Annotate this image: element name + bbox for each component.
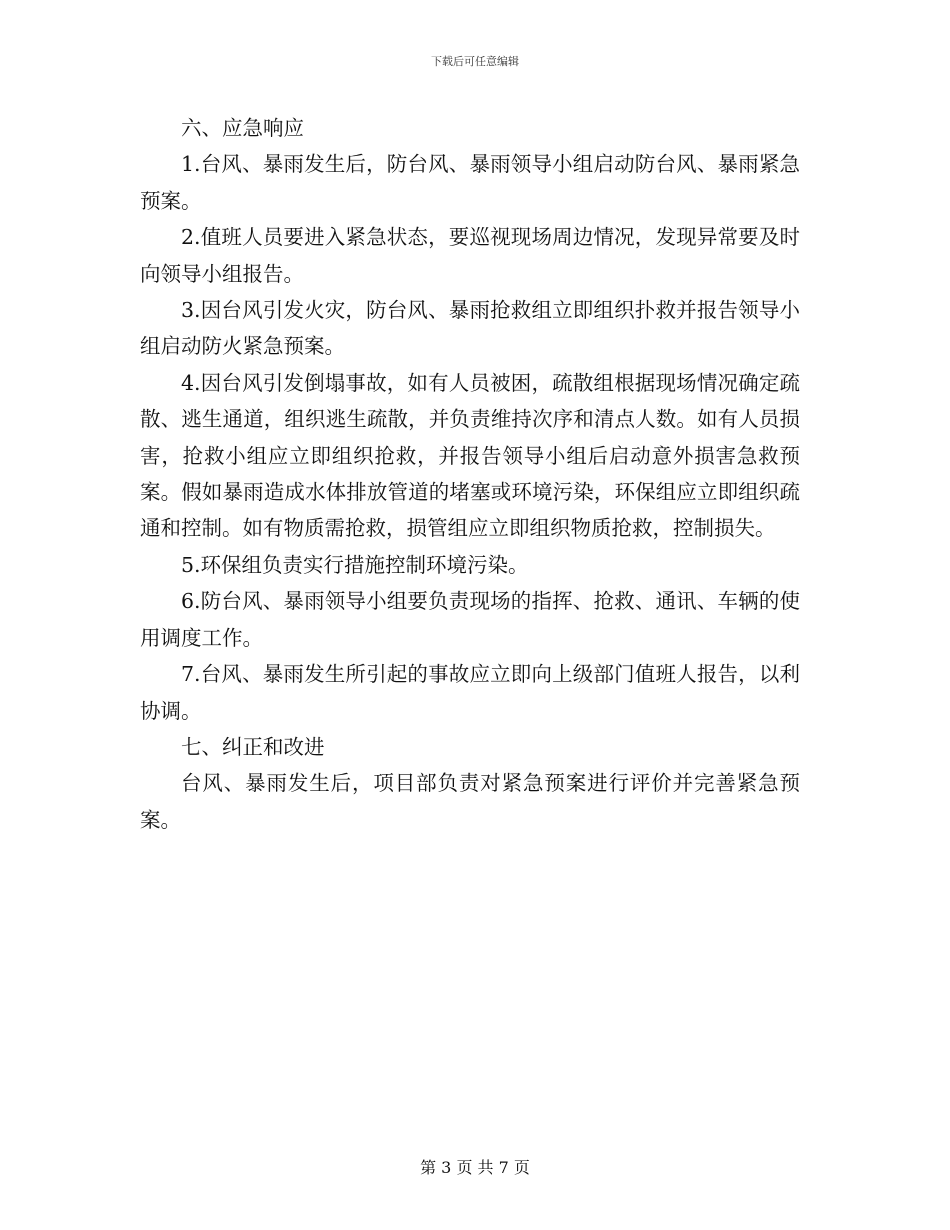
paragraph-correction-body: 台风、暴雨发生后，项目部负责对紧急预案进行评价并完善紧急预案。 bbox=[140, 771, 800, 832]
paragraph-item-1: 1.台风、暴雨发生后，防台风、暴雨领导小组启动防台风、暴雨紧急预案。 bbox=[140, 152, 800, 213]
document-body bbox=[140, 110, 800, 838]
paragraph-item-7: 7.台风、暴雨发生所引起的事故应立即向上级部门值班人报告，以利协调。 bbox=[140, 662, 800, 723]
paragraph-item-4: 4.因台风引发倒塌事故，如有人员被困，疏散组根据现场情况确定疏散、逃生通道，组织逃生疏散，并负责维持次序和清点人数。如有人员损害，抢救小组应立即组织抢救，并报告领导小组后启动意外损害急救预案。假如暴雨造成水体排放管道的堵塞或环境污染，环保组应立即组织疏通和控制。如有物质需抢救，损管组应立即组织物质抢救，控制损失。 bbox=[140, 370, 800, 541]
page-number-footer: 第 3 页 共 7 页 bbox=[420, 1158, 530, 1177]
paragraph-item-2: 2.值班人员要进入紧急状态，要巡视现场周边情况，发现异常要及时向领导小组报告。 bbox=[140, 225, 800, 286]
paragraph-item-5: 5.环保组负责实行措施控制环境污染。 bbox=[181, 552, 529, 577]
section-heading-emergency-response: 六、应急响应 bbox=[181, 116, 304, 140]
section-heading-correction: 七、纠正和改进 bbox=[181, 734, 325, 759]
page-header-note: 下载后可任意编辑 bbox=[431, 55, 519, 68]
paragraph-item-6: 6.防台风、暴雨领导小组要负责现场的指挥、抢救、通讯、车辆的使用调度工作。 bbox=[140, 589, 800, 650]
paragraph-item-3: 3.因台风引发火灾，防台风、暴雨抢救组立即组织扑救并报告领导小组启动防火紧急预案。 bbox=[140, 298, 800, 359]
